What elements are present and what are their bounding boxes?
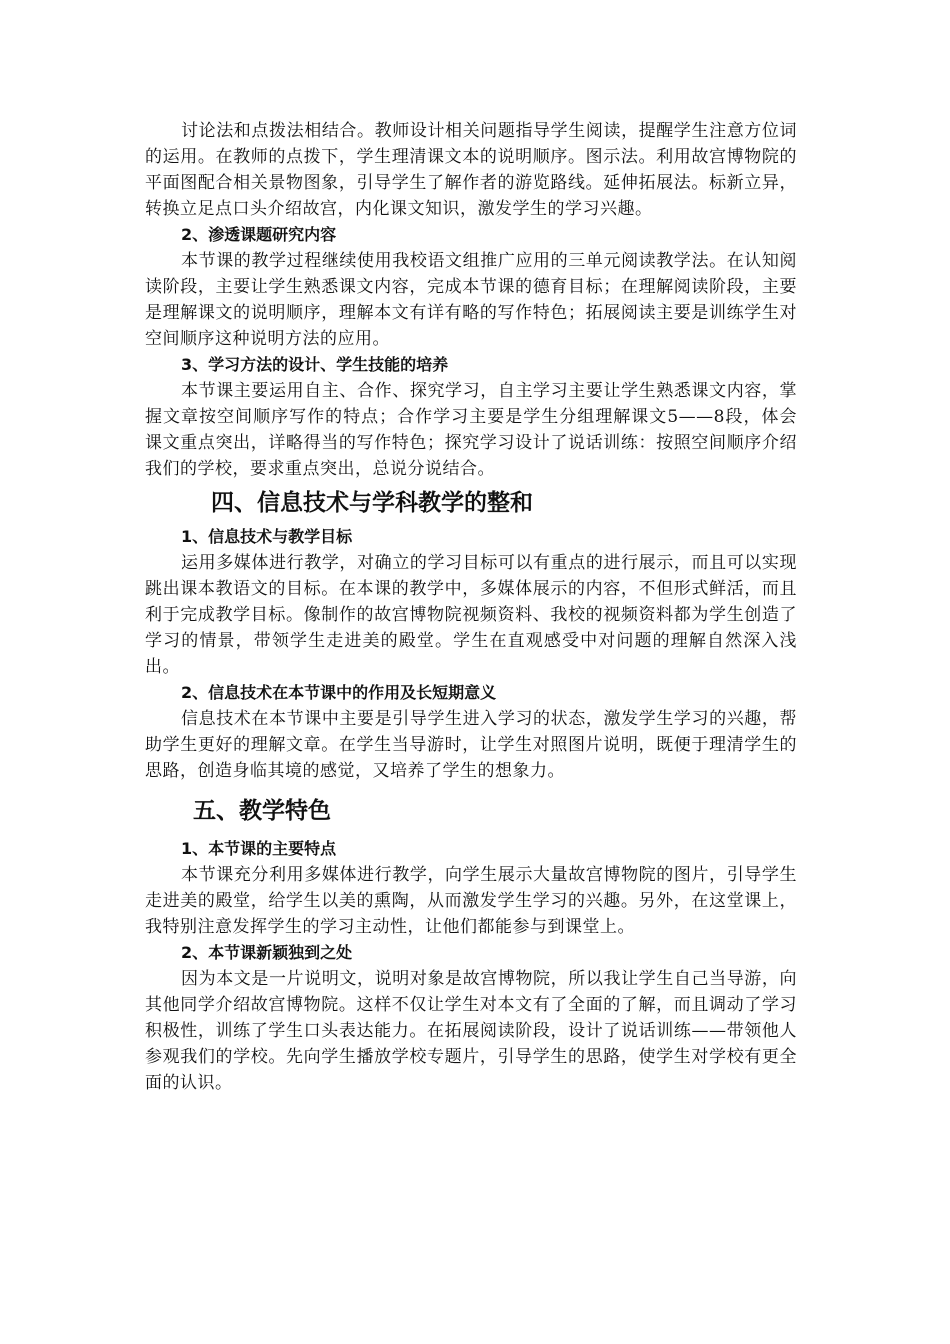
subheading-it-role: 2、信息技术在本节课中的作用及长短期意义 xyxy=(181,683,497,702)
subheading-main-features: 1、本节课的主要特点 xyxy=(181,839,337,858)
paragraph-novel-aspects: 因为本文是一片说明文，说明对象是故宫博物院，所以我让学生自己当导游，向其他同学介绍故宫博物院。这样不仅让学生对本文有了全面的了解，而且调动了学习积极性，训练了学生口头表达能力。在拓展阅读阶段，设计了说话训练——带领他人参观我们的学校。先向学生播放学校专题片，引导学生的思路，使学生对学校有更全面的认识。 xyxy=(145,969,797,1093)
paragraph-learning-methods: 本节课主要运用自主、合作、探究学习，自主学习主要让学生熟悉课文内容，掌握文章按空间顺序写作的特点；合作学习主要是学生分组理解课文5——8段，体会课文重点突出，详略得当的写作特色；探究学习设计了说话训练：按照空间顺序介绍我们的学校，要求重点突出，总说分说结合。 xyxy=(145,381,797,479)
paragraph-research-content: 本节课的教学过程继续使用我校语文组推广应用的三单元阅读教学法。在认知阅读阶段，主要让学生熟悉课文内容，完成本节课的德育目标；在理解阅读阶段，主要是理解课文的说明顺序，理解本文有详有略的写作特色；拓展阅读主要是训练学生对空间顺序这种说明方法的应用。 xyxy=(145,251,797,349)
paragraph-it-goals: 运用多媒体进行教学，对确立的学习目标可以有重点的进行展示，而且可以实现跳出课本教语文的目标。在本课的教学中，多媒体展示的内容，不但形式鲜活，而且利于完成教学目标。像制作的故宫博物院视频资料、我校的视频资料都为学生创造了学习的情景，带领学生走进美的殿堂。学生在直观感受中对问题的理解自然深入浅出。 xyxy=(145,553,797,677)
section-title-it-integration: 四、信息技术与学科教学的整和 xyxy=(211,490,533,516)
intro-paragraph: 讨论法和点拨法相结合。教师设计相关问题指导学生阅读，提醒学生注意方位词的运用。在教师的点拨下，学生理清课文本的说明顺序。图示法。利用故宫博物院的平面图配合相关景物图象，引导学生了解作者的游览路线。延伸拓展法。标新立异，转换立足点口头介绍故宫，内化课文知识，激发学生的学习兴趣。 xyxy=(145,121,797,219)
subheading-research-content: 2、渗透课题研究内容 xyxy=(181,225,337,244)
subheading-it-goals: 1、信息技术与教学目标 xyxy=(181,527,353,546)
section-title-teaching-features: 五、教学特色 xyxy=(193,798,331,824)
paragraph-it-role: 信息技术在本节课中主要是引导学生进入学习的状态，激发学生学习的兴趣，帮助学生更好的理解文章。在学生当导游时，让学生对照图片说明，既便于理清学生的思路，创造身临其境的感觉，又培养了学生的想象力。 xyxy=(145,709,797,781)
paragraph-main-features: 本节课充分利用多媒体进行教学，向学生展示大量故宫博物院的图片，引导学生走进美的殿堂，给学生以美的熏陶，从而激发学生学习的兴趣。另外，在这堂课上，我特别注意发挥学生的学习主动性，让他们都能参与到课堂上。 xyxy=(145,865,797,937)
subheading-novel-aspects: 2、本节课新颖独到之处 xyxy=(181,943,353,962)
document-page xyxy=(145,118,797,1096)
subheading-learning-methods: 3、学习方法的设计、学生技能的培养 xyxy=(181,355,449,374)
